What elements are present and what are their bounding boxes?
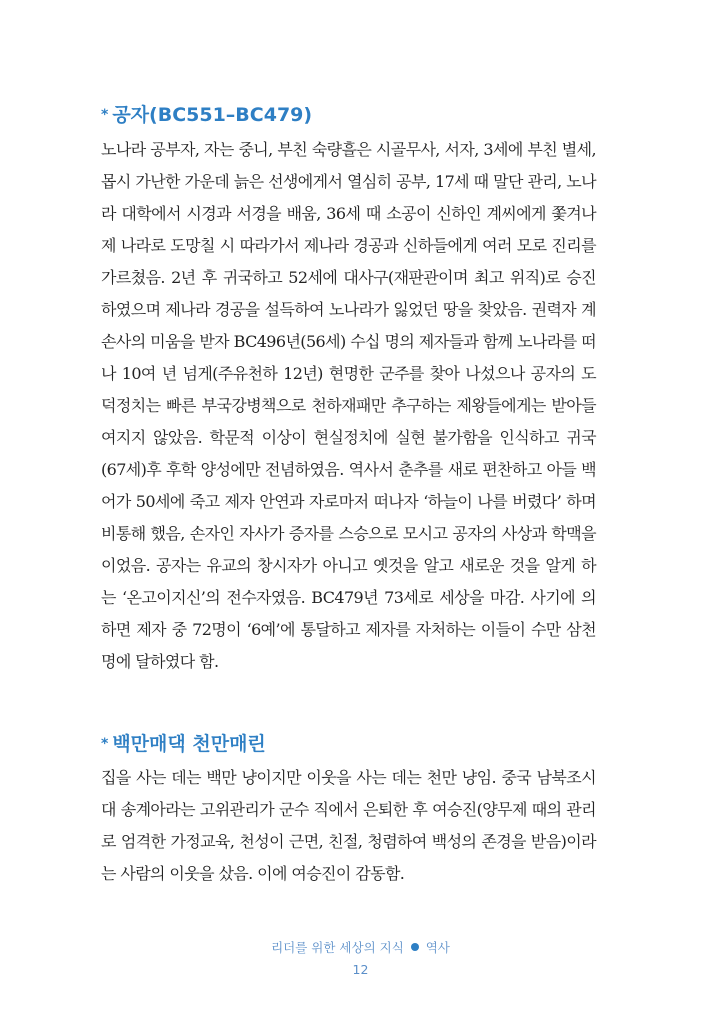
bullet-dot-icon	[411, 943, 419, 951]
section-body-confucius: 노나라 공부자, 자는 중니, 부친 숙량흘은 시골무사, 서자, 3세에 부친 별세, 몹시 가난한 가운데 늙은 선생에게서 열심히 공부, 17세 때 말단 관리, 노나라 대학에서 시경과 서경을 배움, 36세 때 소공이 신하인 계씨에게 쫓겨나 제 나라로 도망칠 시 따라가서 제나라 경공과 신하들에게 여러 모로 진리를 가르쳤음. 2년 후 귀국하고 52세에 대사구(재판관이며 최고 위직)로 승진하였으며 제나라 경공을 설득하여 노나라가 잃었던 땅을 찾았음. 권력자 계손사의 미움을 받자 BC496년(56세) 수십 명의 제자들과 함께 노나라를 떠나 10여 년 넘게(주유천하 12년) 현명한 군주를 찾아 나섰으나 공자의 도덕정치는 빠른 부국강병책으로 천하재패만 추구하는 제왕들에게는 받아들여지지 않았음. 학문적 이상이 현실정치에 실현 불가함을 인식하고 귀국(67세)후 후학 양성에만 전념하였음. 역사서 춘추를 새로 편찬하고 아들 백어가 50세에 죽고 제자 안연과 자로마저 떠나자 ‘하늘이 나를 버렸다’ 하며 비통해 했음, 손자인 자사가 증자를 스승으로 모시고 공자의 사상과 학맥을 이었음. 공자는 유교의 창시자가 아니고 옛것을 알고 새로운 것을 알게 하는 ‘온고이지신’의 전수자였음. BC479년 73세로 세상을 마감. 사기에 의하면 제자 중 72명이 ‘6예’에 통달하고 제자를 자처하는 이들이 수만 삼천 명에 달하였다 함.	[101, 140, 596, 671]
section-heading-confucius	[101, 100, 312, 127]
section-heading-neighbor	[101, 729, 266, 756]
star-bullet-icon: *	[101, 107, 109, 123]
section-title: 백만매댁 천만매린	[112, 733, 266, 755]
star-bullet-icon: *	[101, 736, 109, 752]
book-title: 리더를 위한 세상의 지식	[271, 940, 404, 955]
section-body-neighbor: 집을 사는 데는 백만 냥이지만 이웃을 사는 데는 천만 냥임. 중국 남북조시대 송계아라는 고위관리가 군수 직에서 은퇴한 후 여승진(양무제 때의 관리로 엄격한 가정교육, 천성이 근면, 친절, 청렴하여 백성의 존경을 받음)이라는 사람의 이웃을 샀음. 이에 여승진이 감동함.	[101, 768, 596, 883]
running-footer	[0, 938, 721, 956]
section-title: 공자(BC551–BC479)	[112, 104, 313, 126]
page-number: 12	[352, 962, 369, 977]
footer-category: 역사	[425, 940, 450, 955]
